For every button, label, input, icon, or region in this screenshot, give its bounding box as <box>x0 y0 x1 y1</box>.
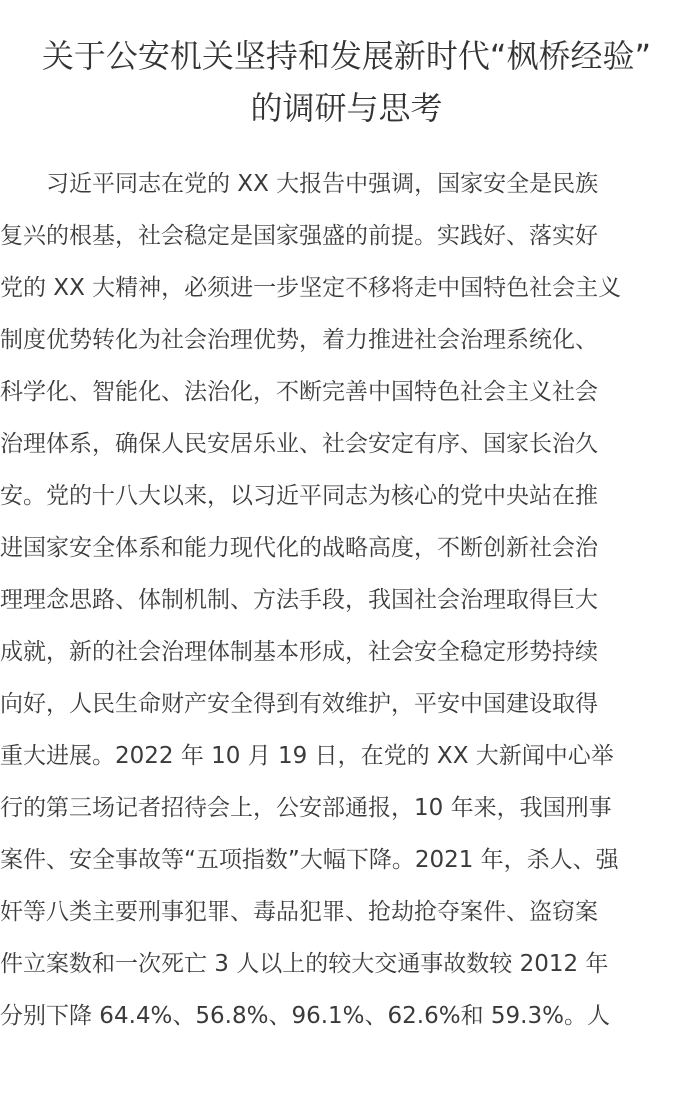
body-line: 案件、安全事故等“五项指数”大幅下降。2021 年，杀人、强 <box>0 847 619 873</box>
body-line: 理理念思路、体制机制、方法手段，我国社会治理取得巨大 <box>0 587 598 613</box>
body-line: 安。党的十八大以来，以习近平同志为核心的党中央站在推 <box>0 483 598 509</box>
body-line: 治理体系，确保人民安居乐业、社会安定有序、国家长治久 <box>0 431 598 457</box>
body-line: 行的第三场记者招待会上，公安部通报，10 年来，我国刑事 <box>0 795 612 821</box>
body-line: 复兴的根基，社会稳定是国家强盛的前提。实践好、落实好 <box>0 223 598 249</box>
body-line: 向好，人民生命财产安全得到有效维护，平安中国建设取得 <box>0 691 598 717</box>
document-body <box>0 158 693 1042</box>
body-line: 件立案数和一次死亡 3 人以上的较大交通事故数较 2012 年 <box>0 951 609 977</box>
body-line: 制度优势转化为社会治理优势，着力推进社会治理系统化、 <box>0 327 598 353</box>
title-line-1: 关于公安机关坚持和发展新时代“枫桥经验” <box>41 37 652 75</box>
body-line: 进国家安全体系和能力现代化的战略高度，不断创新社会治 <box>0 535 598 561</box>
document-title <box>0 30 693 134</box>
body-line: 党的 XX 大精神，必须进一步坚定不移将走中国特色社会主义 <box>0 275 622 301</box>
body-line: 成就，新的社会治理体制基本形成，社会安全稳定形势持续 <box>0 639 598 665</box>
body-line: 科学化、智能化、法治化，不断完善中国特色社会主义社会 <box>0 379 598 405</box>
body-line: 重大进展。2022 年 10 月 19 日，在党的 XX 大新闻中心举 <box>0 743 614 769</box>
title-line-2: 的调研与思考 <box>250 89 443 127</box>
body-line: 习近平同志在党的 XX 大报告中强调，国家安全是民族 <box>0 171 599 197</box>
body-line: 分别下降 64.4%、56.8%、96.1%、62.6%和 59.3%。人 <box>0 1003 610 1029</box>
body-line: 奸等八类主要刑事犯罪、毒品犯罪、抢劫抢夺案件、盗窃案 <box>0 899 598 925</box>
